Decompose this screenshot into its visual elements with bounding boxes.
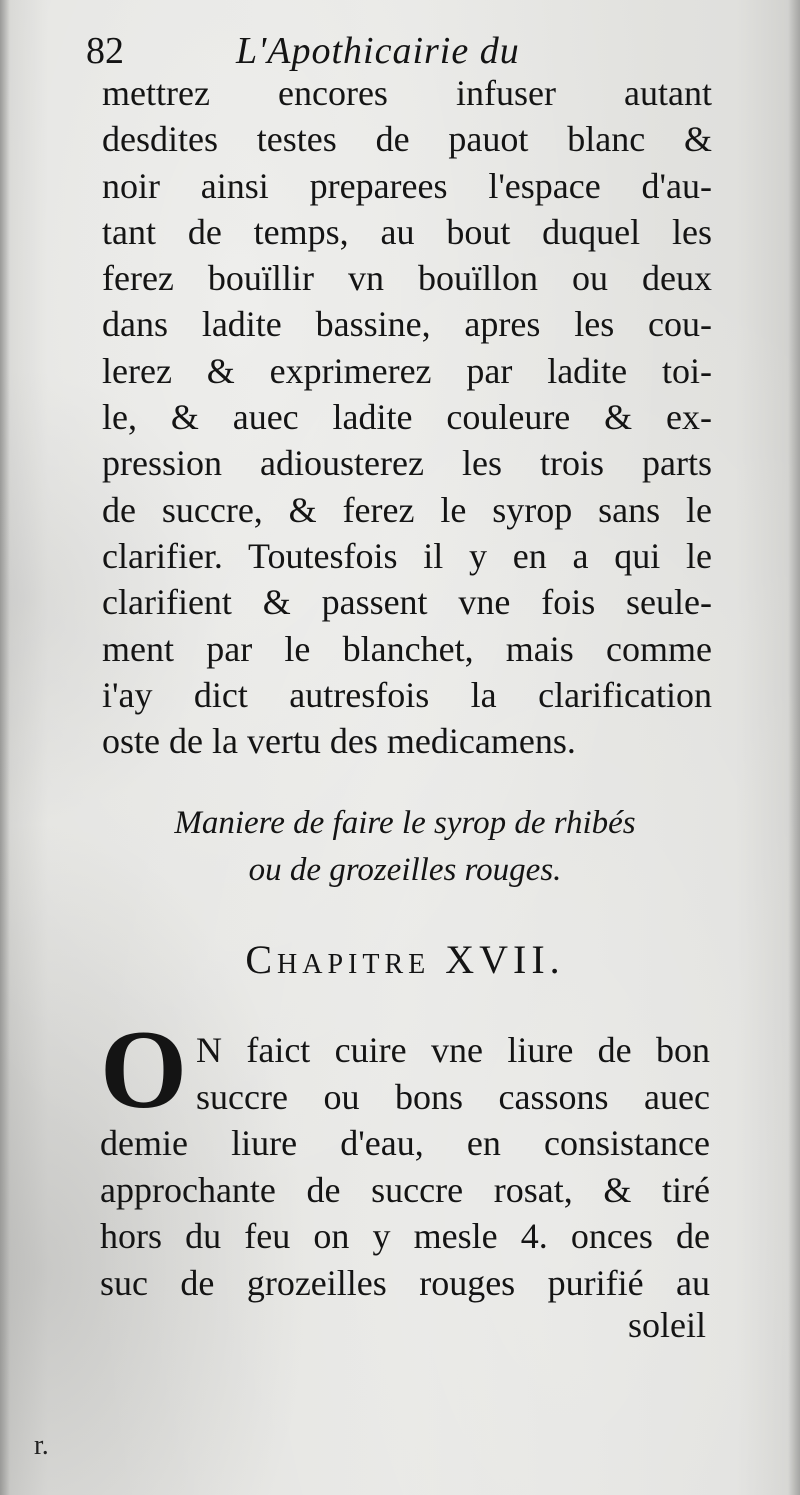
text-line: i'ay dict autresfois la clarification xyxy=(102,674,712,715)
text-line: hors du feu on y mesle 4. onces de xyxy=(100,1216,710,1256)
text-line: approchante de succre rosat, & tiré xyxy=(100,1169,710,1210)
text-line: oste de la vertu des medicamens. xyxy=(102,721,576,762)
page-edge-shadow-left xyxy=(0,0,10,1495)
text-line: pression adiousterez les trois parts xyxy=(102,443,712,484)
text-line: ferez bouïllir vn bouïllon ou deux xyxy=(102,258,712,299)
chapter-paragraph xyxy=(100,1027,710,1306)
text-line: de succre, & ferez le syrop sans le xyxy=(102,489,712,530)
running-head: L'Apothicairie du xyxy=(236,30,520,72)
page-number: 82 xyxy=(86,30,124,72)
text-line: succre ou bons cassons auec xyxy=(196,1076,710,1117)
text-line: suc de grozeilles rouges purifié au xyxy=(100,1262,710,1303)
text-line: demie liure d'eau, en consistance xyxy=(100,1123,710,1163)
text-line: N faict cuire vne liure de bon xyxy=(196,1030,710,1070)
text-line: tant de temps, au bout duquel les xyxy=(102,211,712,252)
subtitle-line: ou de grozeilles rouges. xyxy=(248,852,562,888)
page-edge-shadow-right xyxy=(788,0,800,1495)
text-line: desdites testes de pauot blanc & xyxy=(102,119,712,160)
drop-cap: O xyxy=(100,1008,188,1132)
page-header xyxy=(86,26,726,76)
text-line: mettrez encores infuser autant xyxy=(102,73,712,113)
text-line: ment par le blanchet, mais comme xyxy=(102,628,712,669)
margin-mark: r. xyxy=(34,1430,49,1461)
text-line: dans ladite bassine, apres les cou- xyxy=(102,304,712,345)
subtitle-line: Maniere de faire le syrop de rhibés xyxy=(174,805,636,841)
text-line: clarifier. Toutesfois il y en a qui le xyxy=(102,535,712,576)
section-subtitle xyxy=(100,800,710,894)
catchword: soleil xyxy=(628,1305,706,1345)
chapter-heading: Chapitre XVII. xyxy=(245,937,565,982)
text-line: noir ainsi preparees l'espace d'au- xyxy=(102,165,712,206)
text-line: le, & auec ladite couleure & ex- xyxy=(102,397,712,438)
text-line: lerez & exprimerez par ladite toi- xyxy=(102,350,712,391)
body-paragraph xyxy=(102,70,712,764)
text-line: clarifient & passent vne fois seule- xyxy=(102,582,712,623)
